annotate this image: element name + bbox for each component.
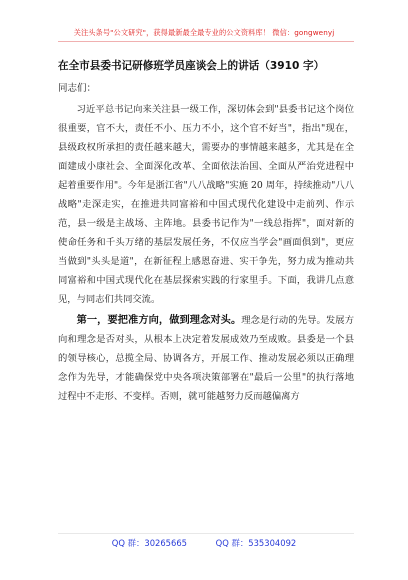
section-1-heading: 第一，要把准方向，做到理念对头。 [76,315,242,326]
salutation: 同志们： [58,83,97,94]
footer-divider [58,533,354,534]
footer [0,537,408,549]
paragraph-1: 习近平总书记向来关注县一级工作，深切体会到"县委书记这个岗位很重要，官不大，责任不小、压力不小，这个官不好当"，指出"现在，县级政权所承担的责任越来越大，需要办的事情越来越多，尤其是在全面建成小康社会、全面深化改革、全面依法治国、全面从严治党进程中起着重要作用"。今年是浙江省"八八战略"实施 20 周年，持续推动"八八战略"走深走实，在推进共同富裕和中国式现代化建设中走前列、作示范，县一级是主战场、主阵地。县委书记作为"一线总指挥"，面对新的使命任务和千头万绪的基层发展任务，不仅应当学会"画面俱到"，更应当做到"头头是道"，在新征程上感恩奋进、实干争先，努力成为推动共同富裕和中国式现代化在基层探索实践的行家里手。下面，我讲几点意见，与同志们共同交流。 [58,104,354,305]
section-1-paragraph [58,311,354,406]
section-1-text: 理念是行动的先导。发展方向和理念是否对头，从根本上决定着发展成效乃至成败。县委是一个县的领导核心，总揽全局、协调各方，开展工作、推动发展必须以正确理念作为先导，才能确保党中央各项决策部署在"最后一公里"的执行落地过程中不走形、不变样。否则，就可能越努力反而越偏离方 [58,315,354,402]
header-banner: 关注头条号"公文研究"，获得最新最全最专业的公文资料库！ 微信：gongwenyj [73,28,335,37]
footer-qq-group-2: QQ 群：535304092 [215,538,297,548]
page-title: 在全市县委书记研修班学员座谈会上的讲话（3910 字） [58,60,325,72]
header-divider [58,41,354,42]
body-text [58,100,354,406]
footer-qq-group-1: QQ 群：30265665 [111,538,187,548]
